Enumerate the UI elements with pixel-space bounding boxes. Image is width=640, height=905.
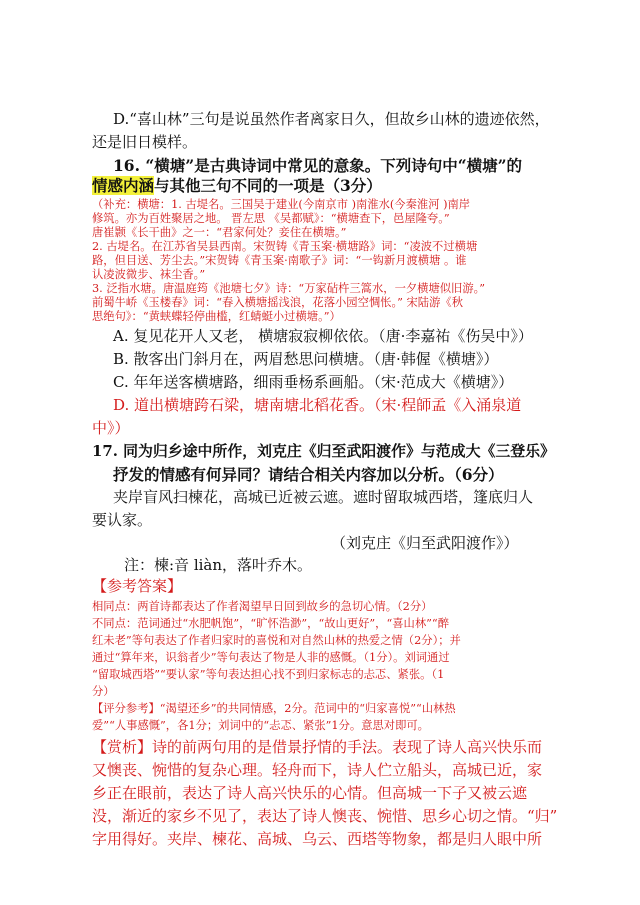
answer-line: 分） (92, 685, 115, 698)
poem-line1: 夹岸盲风扫楝花，高城已近被云遮。遮时留取城西塔，篷底归人 (113, 488, 534, 506)
answer-line: 通过“算年来，识翁者少”等句表达了物是人非的感慨。（1分）。刘词通过 (92, 651, 450, 664)
scoring-line: 爱”“人事感慨”，各1分；刘词中的“忐忑、紧张”1分。意思对即可。 (92, 719, 429, 732)
supplement-line: 2. 古堤名。在江苏省吴县西南。宋贺铸《青玉案·横塘路》词：“凌波不过横塘 (92, 240, 478, 253)
option-b: B. 散客出门斜月在，两眉愁思问横塘。（唐·韩偓《横塘》） (113, 350, 499, 368)
answer-header: 【参考答案】 (92, 577, 183, 595)
q16-line2 (92, 174, 382, 196)
supplement-line: 3. 泛指水塘。唐温庭筠《池塘七夕》诗：“万家砧杵三篙水，一夕横塘似旧游。” (92, 282, 486, 295)
answer-line: 相同点：两首诗都表达了作者渴望早日回到故乡的急切心情。（2分） (92, 600, 433, 613)
supplement-line: 认凌波微步、袜尘香。” (92, 268, 206, 281)
scoring-line: 【评分参考】“渴望还乡”的共同情感，2分。范词中的“归家喜悦”“山林热 (92, 702, 456, 715)
appreciation-line: 乡正在眼前，表达了诗人高兴快乐的心情。但高城一下子又被云遮 (92, 784, 528, 802)
appreciation-line: 【赏析】诗的前两句用的是借景抒情的手法。表现了诗人高兴快乐而 (92, 738, 543, 756)
q17-line1: 17. 同为归乡途中所作，刘克庄《归至武阳渡作》与范成大《三登乐》 (92, 442, 555, 460)
answer-line: 红未老”等句表达了作者归家时的喜悦和对自然山林的热爱之情（2分）；并 (92, 634, 461, 647)
q16-line2-rest: 与其他三句不同的一项是（3分） (154, 176, 382, 195)
appreciation-line: 字用得好。夹岸、楝花、高城、乌云、西塔等物象，都是归人眼中所 (92, 830, 543, 848)
answer-line: 不同点：范词通过“水肥帆饱”，“旷怀浩渺”，“故山更好”，“喜山林”“醉 (92, 617, 449, 630)
answer-line: “留取城西塔”“要认家”等句表达担心找不到归家标志的忐忑、紧张。（1 (92, 668, 445, 681)
option-d-answer-line2: 中》） (92, 419, 130, 437)
poem-source: （刘克庄《归至武阳渡作》） (331, 534, 519, 552)
supplement-line: 路，但目送、芳尘去。”宋贺铸《青玉案·南歌子》词：“一钩新月渡横塘 。谁 (92, 254, 467, 267)
supplement-line: （补充：横塘：1. 古堤名。三国吴于建业(今南京市 )南淮水(今秦淮河 )南岸 (92, 198, 471, 211)
option-d-line2: 还是旧日模样。 (92, 133, 198, 151)
option-c: C. 年年送客横塘路，细雨垂杨系画船。（宋·范成大《横塘》） (113, 373, 514, 391)
supplement-line: 思绝句》：“黄蛱蝶轻停曲槛，红蜻蜓小过横塘。”） (92, 310, 341, 323)
supplement-line: 唐崔颢《长干曲》之一：“君家何处？妾住在横塘。” (92, 226, 347, 239)
supplement-line: 修筑。亦为百姓聚居之地。 晋左思 《吴都赋》：“横塘查下，邑屋隆夸。” (92, 212, 450, 225)
option-a: A. 复见花开人又老， 横塘寂寂柳依依。（唐·李嘉祐《伤吴中》） (113, 327, 533, 345)
q16-highlight: 情感内涵 (92, 176, 155, 195)
appreciation-line: 没，渐近的家乡不见了，表达了诗人懊丧、惋惜、思乡心切之情。“归” (92, 807, 558, 825)
supplement-line: 前蜀牛峤《玉楼春》词：“春入横塘摇浅浪，花落小园空惆怅。” 宋陆游《秋 (92, 296, 463, 309)
appreciation-line: 又懊丧、惋惜的复杂心理。轻舟而下，诗人伫立船头，高城已近，家 (92, 761, 543, 779)
q16-line1: 16. “横塘”是古典诗词中常见的意象。下列诗句中“横塘”的 (113, 156, 523, 175)
q17-line2: 抒发的情感有何异同？请结合相关内容加以分析。（6分） (113, 465, 504, 484)
poem-line2: 要认家。 (92, 511, 153, 529)
option-d-answer-line1: D. 道出横塘跨石梁，塘南塘北稻花香。（宋·程師孟《入涌泉道 (113, 396, 522, 414)
poem-note: 注：楝:音 liàn，落叶乔木。 (124, 556, 313, 574)
option-d-line1: D.“喜山林”三句是说虽然作者离家日久，但故乡山林的遗迹依然， (113, 110, 550, 128)
